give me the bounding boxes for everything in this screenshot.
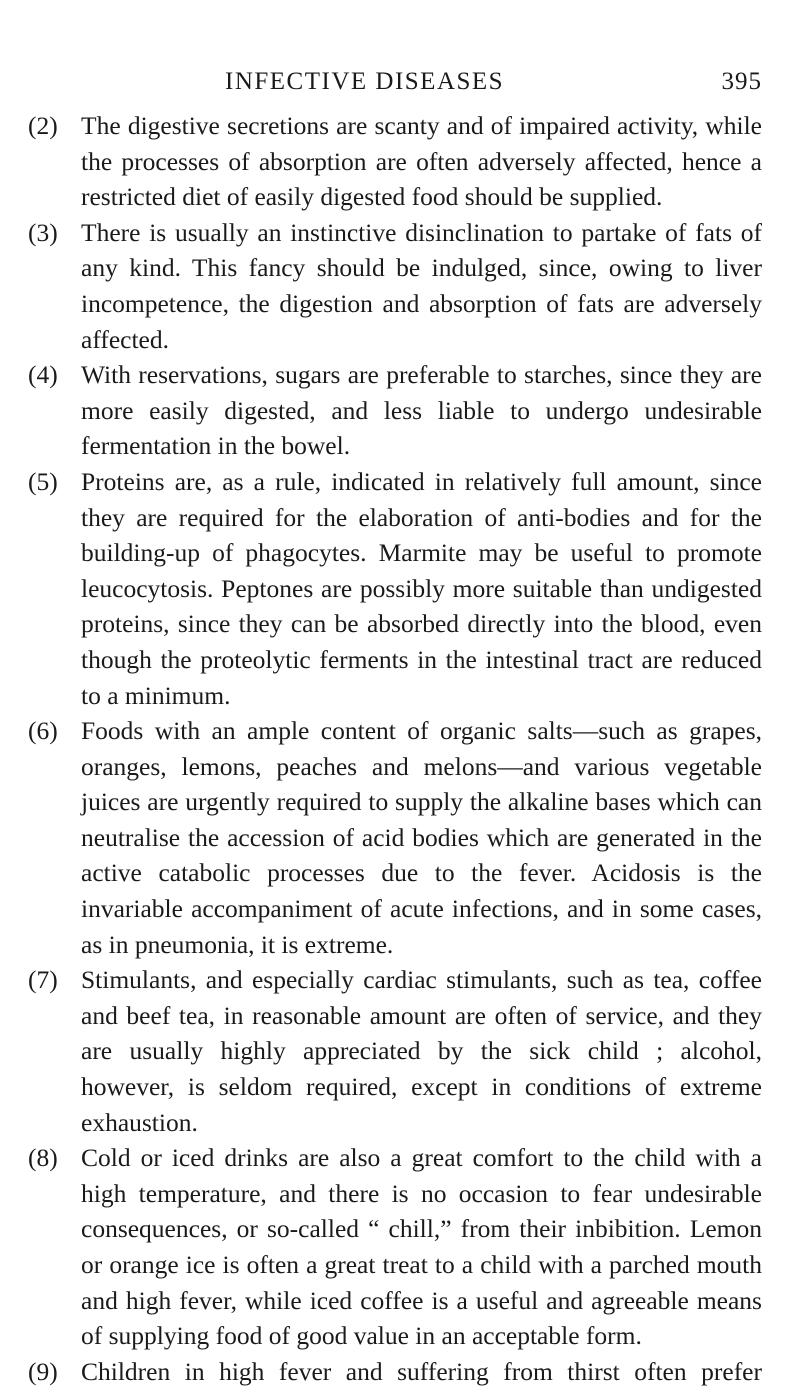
item-text: Foods with an ample content of organic salts—such as grapes, oranges, lemons, peaches and melons—and various vegetable juices are urgently required to supply the alkaline bases which can neutralise the accession of acid bodies which are generated in the active catabolic processes due to the fever. Acidosis is the invariable accompaniment of acute infections, and in some cases, as in pneumonia, it is extreme. — [81, 716, 762, 959]
item-number: (8) — [28, 1143, 58, 1173]
running-head — [0, 62, 800, 102]
item-number: (9) — [28, 1356, 58, 1386]
item-number: (4) — [28, 360, 58, 390]
list-item — [0, 464, 800, 713]
list-item — [0, 108, 800, 215]
item-text: The digestive secretions are scanty and of impaired activity, while the processes of absorption are often adversely affected, hence a restricted diet of easily digested food should be supplied. — [81, 111, 762, 212]
item-text: There is usually an instinctive disinclination to partake of fats of any kind. This fancy should be indulged, since, owing to liver incompetence, the digestion and absorption of fats are adversely affected. — [81, 217, 762, 354]
item-text: Children in high fever and suffering from thirst often prefer — [81, 1356, 762, 1386]
page-number: 395 — [721, 68, 762, 95]
list-item — [0, 713, 800, 962]
list-item — [0, 1354, 800, 1390]
item-text: With reservations, sugars are preferable to starches, since they are more easily digested, and less liable to undergo undesirable fermentation in the bowel. — [81, 360, 762, 461]
item-text: Proteins are, as a rule, indicated in relatively full amount, since they are required for the elaboration of anti-bodies and for the building-up of phagocytes. Marmite may be useful to promote leucocytosis. Peptones are possibly more suitable than undigested proteins, since they can be absorbed directly into the blood, even though the proteolytic ferments in the intestinal tract are reduced to a minimum. — [81, 466, 762, 710]
item-number: (2) — [28, 111, 58, 140]
item-number: (5) — [28, 466, 58, 496]
list-item — [0, 215, 800, 357]
list-item — [0, 357, 800, 464]
list-item — [0, 1140, 800, 1354]
item-text: Cold or iced drinks are also a great comfort to the child with a high temperature, and there is no occasion to fear undesirable consequences, or so-called “ chill,” from their inbibition. Lemon or orange ice is often a great treat to a child with a parched mouth and high fever, while iced coffee is a useful and agreeable means of supplying food of good value in an acceptable form. — [81, 1143, 762, 1351]
item-number: (7) — [28, 965, 58, 995]
item-number: (3) — [28, 217, 58, 247]
running-head-title: INFECTIVE DISEASES — [225, 68, 505, 95]
list-item — [0, 962, 800, 1140]
item-text: Stimulants, and especially cardiac stimulants, such as tea, coffee and beef tea, in reasonable amount are often of service, and they are usually highly appreciated by the sick child ; alcohol, however, is seldom required, except in conditions of extreme exhaustion. — [81, 965, 762, 1137]
numbered-list — [0, 108, 800, 1389]
item-number: (6) — [28, 716, 58, 746]
